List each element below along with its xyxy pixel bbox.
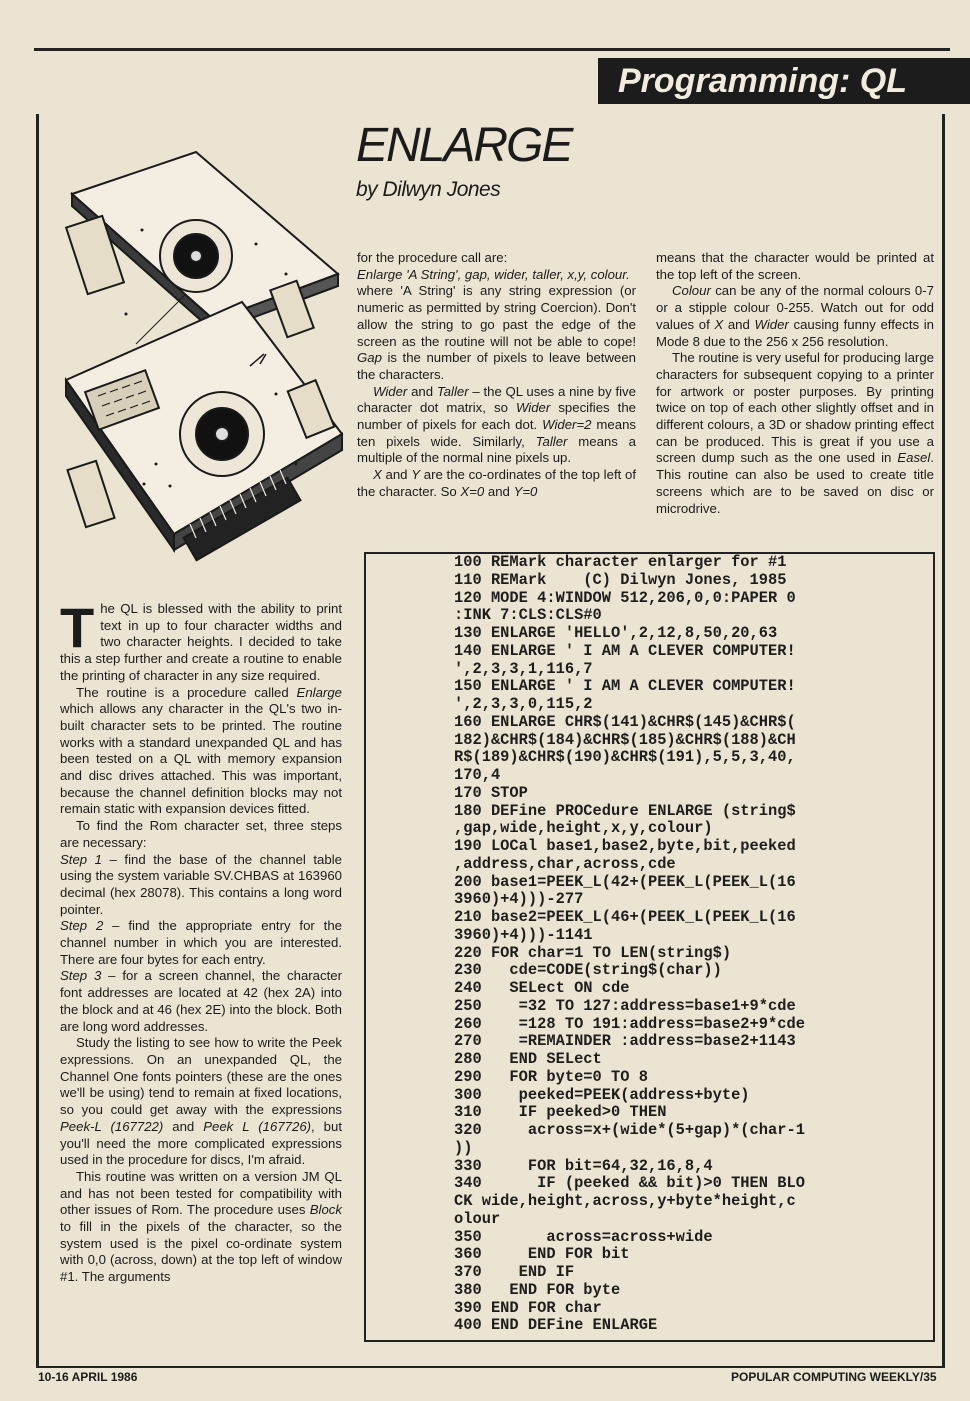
program-listing	[454, 554, 936, 1335]
listing-line: 180 DEFine PROCedure ENLARGE (string$	[454, 801, 796, 820]
listing-line: olour	[454, 1209, 501, 1228]
listing-line: 3960)+4)))-1141	[454, 925, 593, 944]
listing-line: ',2,3,3,1,116,7	[454, 659, 593, 678]
page-credit: POPULAR COMPUTING WEEKLY/35	[731, 1370, 937, 1384]
listing-line: 390 END FOR char	[454, 1298, 602, 1317]
listing-line: 380 END FOR byte	[454, 1280, 621, 1299]
paragraph: means that the character would be printed at the top left of the screen.	[656, 250, 934, 282]
paragraph: for the procedure call are:	[357, 250, 508, 265]
paragraph: where 'A String' is any string expression (or numeric as permitted by string Coercion). Don't allow the string to go past the edge of the screen as the routine will not be able to cope! Gap is the number of pixels to leave between the characters.	[357, 283, 636, 382]
cartridge-illustration	[46, 134, 344, 588]
step-paragraph: Step 3 – for a screen channel, the character font addresses are located at 42 (hex 2A) into the block and at 46 (hex 2E) into the block. Both are long word addresses.	[60, 968, 342, 1034]
paragraph: X and Y are the co-ordinates of the top left of the character. So X=0 and Y=0	[357, 467, 636, 499]
step-paragraph: Step 2 – find the appropriate entry for the channel number in which you are interested. There are four bytes for each entry.	[60, 918, 342, 967]
issue-date: 10-16 APRIL 1986	[38, 1370, 138, 1384]
step-paragraph: Step 1 – find the base of the channel table using the system variable SV.CHBAS at 163960 decimal (hex 28078). This contains a long word pointer.	[60, 851, 342, 917]
listing-line: CK wide,height,across,y+byte*height,c	[454, 1192, 796, 1210]
paragraph: Colour can be any of the normal colours 0-7 or a stipple colour 0-255. Watch out for odd values of X and Wider causing funny effects in Mode 8 due to the 256 x 256 resolution.	[656, 283, 934, 349]
call-syntax: Enlarge 'A String', gap, wider, taller, x,y, colour.	[357, 266, 630, 282]
listing-line: R$(189)&CHR$(190)&CHR$(191),5,5,3,40,	[454, 748, 796, 767]
left-column	[60, 596, 342, 1286]
listing-line: 370 END IF	[454, 1263, 575, 1281]
listing-line: 200 base1=PEEK_L(42+(PEEK_L(PEEK_L(16	[454, 872, 796, 891]
listing-line: 400 END DEFine ENLARGE	[454, 1316, 658, 1335]
drop-cap: T	[60, 596, 95, 659]
listing-line: 182)&CHR$(184)&CHR$(185)&CHR$(188)&CH	[454, 730, 796, 749]
listing-line: 110 REMark (C) Dilwyn Jones, 1985	[454, 570, 787, 589]
paragraph: Wider and Taller – the QL uses a nine by five character dot matrix, so Wider specifies the number of pixels for each dot. Wider=2 means ten pixels wide. Similarly, Taller means a multiple of the normal nine pixels up.	[357, 383, 636, 466]
listing-line: 280 END SELect	[454, 1050, 602, 1068]
listing-line: 170,4	[454, 766, 501, 784]
listing-line: 120 MODE 4:WINDOW 512,206,0,0:PAPER 0	[454, 588, 796, 607]
paragraph: To find the Rom character set, three steps are necessary:	[60, 818, 342, 850]
article-byline: by Dilwyn Jones	[356, 178, 501, 201]
listing-line: 220 FOR char=1 TO LEN(string$)	[454, 943, 732, 962]
listing-line: 130 ENLARGE 'HELLO',2,12,8,50,20,63	[454, 624, 778, 642]
paragraph: The routine is a procedure called Enlarge which allows any character in the QL's two in-built character sets to be printed. The routine works with a standard unexpanded QL and has been tested on a QL with memory expansion and disc drives attached. This was important, because the channel definition blocks may not remain static with expansion devices fitted.	[60, 684, 342, 817]
listing-line: 140 ENLARGE ' I AM A CLEVER COMPUTER!	[454, 641, 796, 660]
middle-column	[357, 250, 636, 501]
listing-line: ',2,3,3,0,115,2	[454, 695, 593, 713]
listing-line: 250 =32 TO 127:address=base1+9*cde	[454, 996, 796, 1015]
listing-line: 270 =REMAINDER :address=base2+1143	[454, 1032, 796, 1051]
listing-line: 290 FOR byte=0 TO 8	[454, 1067, 648, 1086]
listing-line: 150 ENLARGE ' I AM A CLEVER COMPUTER!	[454, 677, 796, 696]
listing-line: :INK 7:CLS:CLS#0	[454, 606, 602, 625]
frame-right-rule	[942, 114, 945, 1368]
listing-line: 240 SELect ON cde	[454, 979, 630, 997]
listing-line: 310 IF peeked>0 THEN	[454, 1103, 667, 1122]
listing-line: ))	[454, 1138, 473, 1157]
listing-line: 260 =128 TO 191:address=base2+9*cde	[454, 1014, 805, 1033]
listing-line: 330 FOR bit=64,32,16,8,4	[454, 1156, 713, 1175]
listing-line: 100 REMark character enlarger for #1	[454, 553, 787, 571]
article-title: ENLARGE	[356, 119, 572, 172]
listing-line: 320 across=x+(wide*(5+gap)*(char-1	[454, 1121, 805, 1139]
right-column	[656, 250, 934, 517]
listing-line: 3960)+4)))-277	[454, 890, 584, 909]
frame-left-rule	[36, 114, 39, 1368]
intro-paragraph: The QL is blessed with the ability to print text in up to four character widths and two character heights. I decided to take this a step further and create a routine to enable the printing of character in any size required.	[60, 596, 342, 683]
listing-line: ,address,char,across,cde	[454, 854, 676, 873]
listing-line: 340 IF (peeked && bit)>0 THEN BLO	[454, 1174, 805, 1193]
section-banner: Programming: QL	[598, 58, 970, 104]
listing-line: ,gap,wide,height,x,y,colour)	[454, 819, 713, 838]
listing-line: 360 END FOR bit	[454, 1245, 630, 1264]
listing-line: 210 base2=PEEK_L(46+(PEEK_L(PEEK_L(16	[454, 908, 796, 926]
listing-line: 160 ENLARGE CHR$(141)&CHR$(145)&CHR$(	[454, 712, 796, 731]
listing-line: 170 STOP	[454, 783, 528, 802]
listing-line: 350 across=across+wide	[454, 1227, 713, 1246]
listing-line: 190 LOCal base1,base2,byte,bit,peeked	[454, 837, 796, 855]
bottom-rule	[36, 1366, 945, 1368]
top-rule	[34, 48, 950, 51]
paragraph: This routine was written on a version JM QL and has not been tested for compatibility with other issues of Rom. The procedure uses Block to fill in the pixels of the character, so the system used is the pixel co-ordinate system with 0,0 (across, down) at the top left of window #1. The arguments	[60, 1168, 342, 1285]
listing-line: 300 peeked=PEEK(address+byte)	[454, 1085, 750, 1104]
paragraph: The routine is very useful for producing large characters for subsequent copying to a printer for artwork or poster purposes. By printing twice on top of each other slightly offset and in different colours, a 3D or shadow printing effect can be produced. This is great if you use a screen dump such as the one used in Easel. This routine can also be used to create title screens which are to be saved on disc or microdrive.	[656, 350, 934, 516]
paragraph: Study the listing to see how to write the Peek expressions. On an unexpanded QL, the Channel One fonts pointers (these are the ones we'll be using) tend to remain at fixed locations, so you could get away with the expressions Peek-L (167722) and Peek L (167726), but you'll need the more complicated expressions used in the procedure for discs, I'm afraid.	[60, 1035, 342, 1168]
listing-line: 230 cde=CODE(string$(char))	[454, 961, 722, 980]
